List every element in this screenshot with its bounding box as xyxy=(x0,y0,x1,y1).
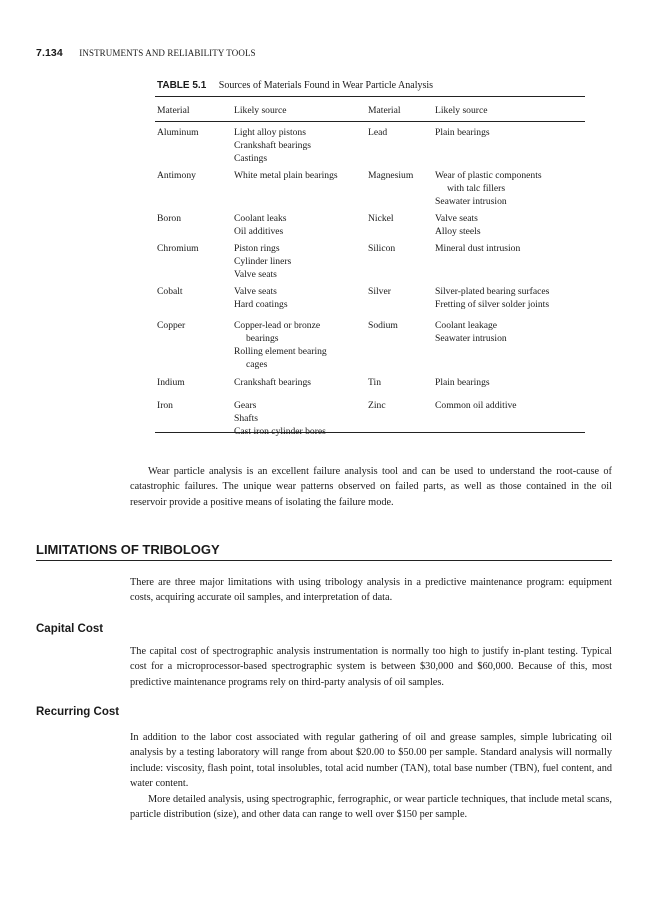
likely-source-line: White metal plain bearings xyxy=(234,170,338,181)
material-cell: Magnesium xyxy=(368,170,414,181)
table-row xyxy=(155,376,583,389)
intro-paragraph xyxy=(130,464,612,510)
table-header-cell: Material xyxy=(368,105,401,116)
table-row xyxy=(155,126,583,165)
materials-table xyxy=(155,96,585,437)
table-label: TABLE 5.1 xyxy=(157,80,207,91)
table-header-cell: Likely source xyxy=(234,105,287,116)
intro-paragraph-text: Wear particle analysis is an excellent failure analysis tool and can be used to understand the root-cause of catastrophic failures. The unique wear patterns observed on failed parts, as well as those contained in the oil reservoir provide a positive means of isolating the failure mode. xyxy=(130,466,612,508)
likely-source-line: Crankshaft bearings xyxy=(234,140,311,151)
material-cell: Aluminum xyxy=(157,127,199,138)
likely-source-line: Plain bearings xyxy=(435,127,490,138)
page-number: 7.134 xyxy=(36,47,63,59)
likely-source-line: with talc fillers xyxy=(447,183,506,194)
likely-source-cell xyxy=(234,399,368,438)
table-caption-text: Sources of Materials Found in Wear Particle Analysis xyxy=(218,80,434,91)
likely-source-line: Castings xyxy=(234,153,268,164)
likely-source-line: cages xyxy=(246,359,268,370)
likely-source-cell xyxy=(234,169,368,208)
likely-source-cell xyxy=(234,242,368,281)
likely-source-line: Seawater intrusion xyxy=(435,333,507,344)
likely-source-line: Gears xyxy=(234,400,257,411)
running-head-title: INSTRUMENTS AND RELIABILITY TOOLS xyxy=(79,48,256,58)
likely-source-line: Valve seats xyxy=(234,286,277,297)
likely-source-line: Crankshaft bearings xyxy=(234,377,311,388)
table-row xyxy=(155,285,583,311)
likely-source-cell xyxy=(234,376,368,389)
likely-source-line: Shafts xyxy=(234,413,258,424)
table-row xyxy=(155,319,583,371)
material-cell: Boron xyxy=(157,213,181,224)
likely-source-cell xyxy=(435,242,585,281)
likely-source-line: Plain bearings xyxy=(435,377,490,388)
likely-source-line: Coolant leaks xyxy=(234,213,287,224)
likely-source-line: Cast iron cylinder bores xyxy=(234,426,326,437)
likely-source-line: Hard coatings xyxy=(234,299,288,310)
likely-source-line: Copper-lead or bronze xyxy=(234,320,321,331)
likely-source-line: Silver-plated bearing surfaces xyxy=(435,286,550,297)
material-cell: Silver xyxy=(368,286,391,297)
likely-source-line: Valve seats xyxy=(234,269,277,280)
material-cell: Zinc xyxy=(368,400,386,411)
limitations-paragraph xyxy=(130,575,612,606)
likely-source-line: Oil additives xyxy=(234,226,284,237)
table-row xyxy=(155,399,583,438)
capital-cost-heading: Capital Cost xyxy=(36,623,104,635)
material-cell: Cobalt xyxy=(157,286,183,297)
likely-source-cell xyxy=(435,169,585,208)
table-header-cell: Likely source xyxy=(435,105,488,116)
likely-source-line: Valve seats xyxy=(435,213,478,224)
recurring-cost-paragraphs xyxy=(130,730,612,822)
material-cell: Lead xyxy=(368,127,388,138)
likely-source-line: Cylinder liners xyxy=(234,256,292,267)
likely-source-line: Coolant leakage xyxy=(435,320,498,331)
likely-source-line: Rolling element bearing xyxy=(234,346,327,357)
likely-source-cell xyxy=(435,319,585,371)
likely-source-cell xyxy=(435,285,585,311)
likely-source-cell xyxy=(234,285,368,311)
material-cell: Iron xyxy=(157,400,173,411)
material-cell: Antimony xyxy=(157,170,196,181)
likely-source-line: Alloy steels xyxy=(435,226,481,237)
recurring-cost-paragraph-1: In addition to the labor cost associated with regular gathering of oil and grease samples, simple lubricating oil analysis by a testing laboratory will range from about $20.00 to $50.00 per sample. Standard analysis will normally include: viscosity, flash point, total insolubles, total acid number (TAN), total base number (TBN), fuel content, and water content. xyxy=(130,732,612,790)
running-head xyxy=(36,47,256,59)
capital-cost-paragraph-text: The capital cost of spectrographic analysis instrumentation is normally too high to justify in-plant testing. Typical cost for a microprocessor-based spectrographic system is between $30,000 and $60,000. Because of this, most predictive maintenance programs rely on third-party analysis of oil samples. xyxy=(130,646,612,688)
capital-cost-paragraph xyxy=(130,644,612,690)
likely-source-line: Seawater intrusion xyxy=(435,196,507,207)
likely-source-line: Fretting of silver solder joints xyxy=(435,299,550,310)
section-heading: LIMITATIONS OF TRIBOLOGY xyxy=(36,542,612,561)
table-caption xyxy=(157,80,433,91)
likely-source-cell xyxy=(435,212,585,238)
material-cell: Copper xyxy=(157,320,186,331)
likely-source-line: Mineral dust intrusion xyxy=(435,243,521,254)
limitations-paragraph-text: There are three major limitations with using tribology analysis in a predictive maintenance program: equipment costs, acquiring accurate oil samples, and interpretation of data. xyxy=(130,577,612,604)
likely-source-cell xyxy=(435,126,585,165)
table-row xyxy=(155,242,583,281)
material-cell: Silicon xyxy=(368,243,396,254)
likely-source-line: Light alloy pistons xyxy=(234,127,306,138)
material-cell: Sodium xyxy=(368,320,398,331)
likely-source-line: Piston rings xyxy=(234,243,280,254)
table-header-row xyxy=(155,97,585,117)
material-cell: Tin xyxy=(368,377,381,388)
material-cell: Indium xyxy=(157,377,185,388)
likely-source-cell xyxy=(234,319,368,371)
likely-source-cell xyxy=(435,376,585,389)
table-body xyxy=(155,122,585,437)
likely-source-line: bearings xyxy=(246,333,279,344)
likely-source-cell xyxy=(435,399,585,438)
material-cell: Chromium xyxy=(157,243,199,254)
table-row xyxy=(155,212,583,238)
material-cell: Nickel xyxy=(368,213,394,224)
likely-source-cell xyxy=(234,212,368,238)
likely-source-cell xyxy=(234,126,368,165)
recurring-cost-paragraph-2: More detailed analysis, using spectrographic, ferrographic, or wear particle techniques, that include metal scans, particle distribution (size), and other data can range to well over $150 per sample. xyxy=(130,793,612,821)
table-header-cell: Material xyxy=(157,105,190,116)
table-row xyxy=(155,169,583,208)
recurring-cost-heading: Recurring Cost xyxy=(36,706,120,718)
likely-source-line: Wear of plastic components xyxy=(435,170,542,181)
likely-source-line: Common oil additive xyxy=(435,400,517,411)
